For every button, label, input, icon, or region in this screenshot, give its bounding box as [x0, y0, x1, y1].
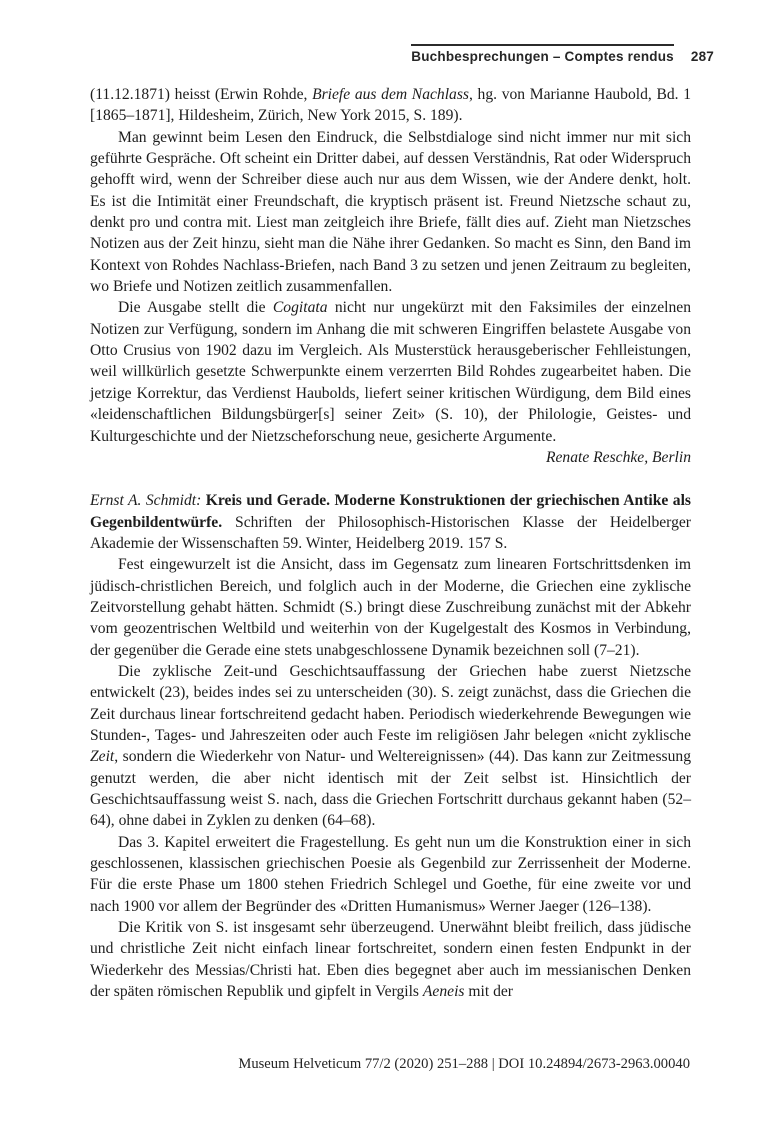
footer-citation: Museum Helveticum 77/2 (2020) 251–288 | DOI 10.24894/2673-2963.00040 [238, 1056, 690, 1072]
review2-paragraph-1: Fest eingewurzelt ist die Ansicht, dass im Gegensatz zum linearen Fortschrittsdenken im jüdisch-christlichen Bereich, und folglich auch in der Moderne, die Griechen eine zyklische Zeitvorstellung gehabt hätten. Schmidt (S.) bringt diese Zuschreibung zunächst mit der Abkehr vom geozentrischen Weltbild und weiterhin von der Kugelgestalt des Kosmos in Verbindung, der gegenüber die Gerade eine stets unabgeschlossene Dynamik bezeichnen soll (7–21). [90, 556, 691, 659]
review2-paragraph-4: Die Kritik von S. ist insgesamt sehr überzeugend. Unerwähnt bleibt freilich, dass jüdische und christliche Zeit nicht einfach linear fortschreitet, sondern einen festen Endpunkt in der Wiederkehr des Messias/Christi hat. Eben dies begegnet aber auch im messianischen Denken der späten römischen Republik und gipfelt in Vergils Aeneis mit der [90, 919, 691, 1001]
review1-paragraph-2: Man gewinnt beim Lesen den Eindruck, die Selbstdialoge sind nicht immer nur mit sich geführte Gespräche. Oft scheint ein Dritter dabei, auf dessen Verständnis, Rat oder Widerspruch gehofft wird, wenn der Schreiber diese auch nur aus dem Wissen, wie der Andere denkt, holt. Es ist die Intimität einer Freundschaft, die kryptisch präsent ist. Freund Nietzsche schaut zu, denkt pro und contra mit. Liest man zeitgleich ihre Briefe, fällt dies auf. Zieht man Nietzsches Notizen aus der Zeit hinzu, sieht man die Nähe ihrer Gedanken. So macht es Sinn, den Band im Kontext von Rohdes Nachlass-Briefen, nach Band 3 zu setzen und jenen Zeitraum zu begleiten, wo Briefe und Notizen zeitlich zusammenfallen. [90, 128, 691, 296]
review2-heading: Ernst A. Schmidt: Kreis und Gerade. Moderne Konstruktionen der griechischen Antike als Gegenbildentwürfe. Schriften der Philosophisch-Historischen Klasse der Heidelberger Akademie der Wissenschaften 59. Winter, Heidelberg 2019. 157 S. [90, 492, 691, 552]
review2-paragraph-2: Die zyklische Zeit-und Geschichtsauffassung der Griechen habe zuerst Nietzsche entwickelt (23), beides indes sei zu unterscheiden (30). S. zeigt zunächst, dass die Griechen die Zeit durchaus linear fortschreitend gedacht haben. Periodisch wiederkehrende Bewegungen wie Stunden-, Tages- und Jahreszeiten oder auch Feste im religiösen Jahr belegen «nicht zyklische Zeit, sondern die Wiederkehr von Natur- und Weltereignissen» (44). Das kann zur Zeitmessung genutzt werden, die aber nicht identisch mit der Zeit selbst ist. Hinsichtlich der Geschichtsauffassung weist S. nach, dass die Griechen Fortschritt durchaus gekannt haben (52–64), ohne dabei in Zyklen zu denken (64–68). [90, 662, 691, 830]
review1-continuation-paragraph: (11.12.1871) heisst (Erwin Rohde, Briefe aus dem Nachlass, hg. von Marianne Haubold, Bd. 1 [1865–1871], Hildesheim, Zürich, New York 2015, S. 189). [90, 86, 692, 125]
running-head [411, 43, 714, 64]
review1-paragraph-3: Die Ausgabe stellt die Cogitata nicht nur ungekürzt mit den Faksimiles der einzelnen Notizen zur Verfügung, sondern im Anhang die mit schweren Eingriffen belastete Ausgabe von Otto Crusius von 1902 dazu im Vergleich. Als Musterstück herausgeberischer Fehlleistungen, weil willkürlich gesetzte Schwerpunkte einem verzerrten Bild Rohdes zugearbeitet haben. Die jetzige Korrektur, das Verdienst Haubolds, liefert seiner kritischen Würdigung, dem Bild eines «leidenschaftlichen Bildungsbürger[s] seiner Zeit» (S. 10), der Philologie, Geistes- und Kulturgeschichte und der Nietzscheforschung neue, gesicherte Argumente. [90, 299, 691, 445]
page-number: 287 [690, 48, 714, 64]
review2-paragraph-3: Das 3. Kapitel erweitert die Fragestellung. Es geht nun um die Konstruktion einer in sich geschlossenen, klassischen griechischen Poesie als Gegenbild zur Zerrissenheit der Moderne. Für die erste Phase um 1800 stehen Friedrich Schlegel und Goethe, für eine zweite vor und nach 1900 vor allem der Begründer des «Dritten Humanismus» Werner Jaeger (126–138). [90, 833, 691, 915]
running-head-title: Buchbesprechungen – Comptes rendus [411, 44, 674, 64]
body-text [90, 84, 691, 1002]
review1-signature: Renate Reschke, Berlin [545, 448, 691, 466]
